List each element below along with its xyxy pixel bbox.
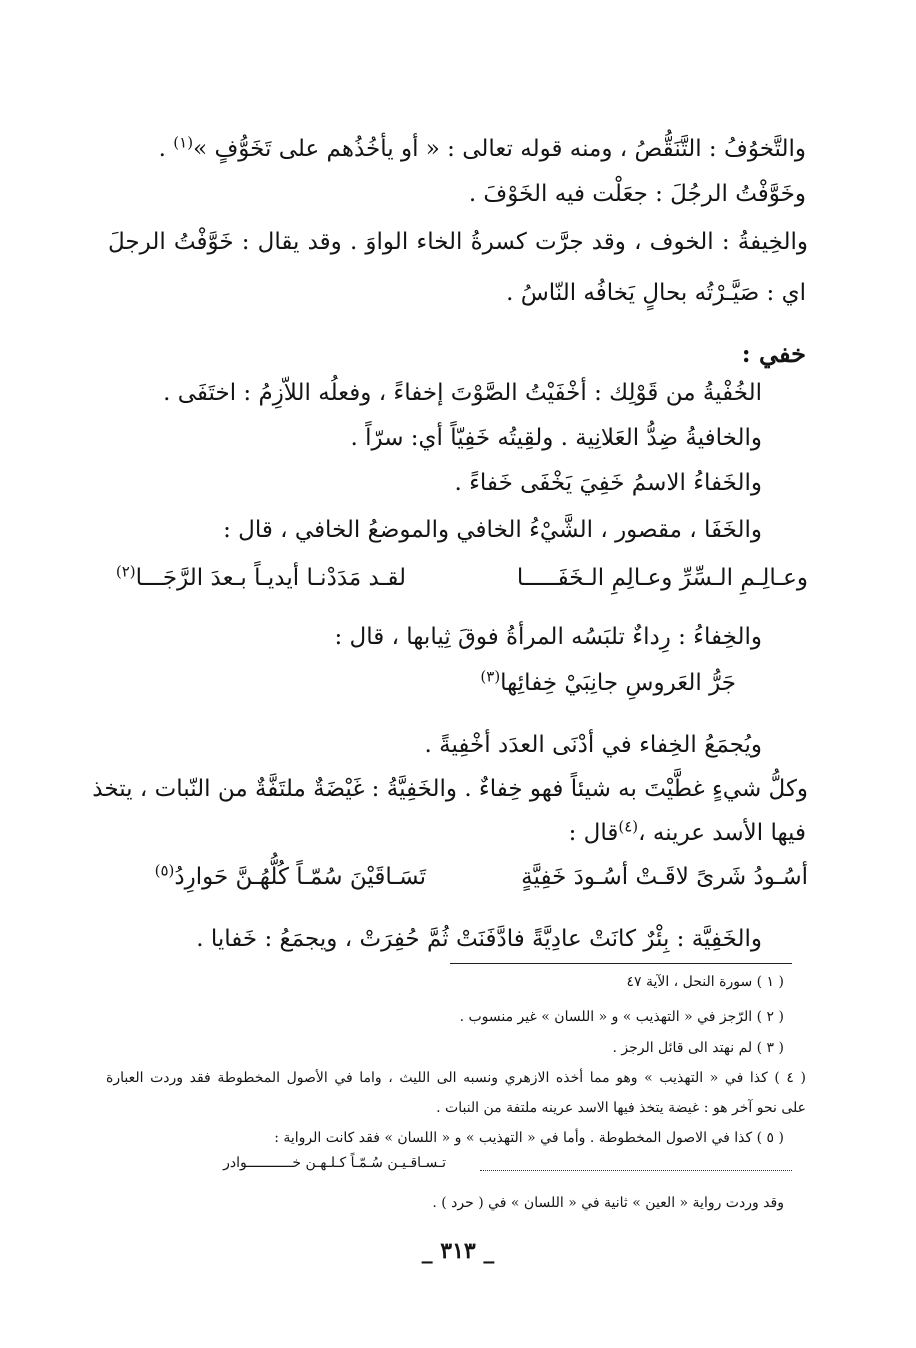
verse-1-first-hemistich: وعـالِـمِ الـسِّرِّ وعـالِمِ الـخَفَـــــا [516,565,808,591]
footnote-3: ( ٣ ) لم نهتد الى قائل الرجز . [612,1040,784,1056]
page-number: _ ٣١٣ _ [421,1238,495,1264]
footnote-1: ( ١ ) سورة النحل ، الآية ٤٧ [626,974,784,990]
text-line-14: والخَفِيَّة : بِئْرٌ كانَتْ عادِيَّةً فادَّفَنَتْ ثُمَّ حُفِرَتْ ، ويجمَعُ : خَفايا . [196,926,762,952]
line-10-text: جَرُّ العَروسِ جانِبَيْ خِفائِها [500,670,736,696]
footnote-ref-3[interactable]: (٣) [480,667,501,686]
verse-2-second-text: تَسَـاقَيْنَ سُمّـاً كُلُّهُـنَّ حَوارِدُ [174,864,426,890]
entry-heading: خفي : [741,339,806,368]
text-line-5: الخُفْيةُ من قَوْلِك : أخْفَيْتُ الصَّوْتَ إخفاءً ، وفعلُه اللاّزِمُ : اختَفَى . [163,380,762,406]
text-line-9: والخِفاءُ : رِداءٌ تلبَسُه المرأةُ فوقَ ثِيابها ، قال : [334,624,762,650]
text-line-3: والخِيفةُ : الخوف ، وقد جرَّت كسرةُ الخاء الواوَ . وقد يقال : خَوَّفْتُ الرجلَ [108,229,808,255]
text-line-1 [106,134,806,164]
text-line-8: والخَفَا ، مقصور ، الشَّيْءُ الخافي والموضعُ الخافي ، قال : [223,517,762,543]
verse-2-second-hemistich [155,862,426,892]
line-1-end: . [158,136,174,162]
footnote-5-line-1: ( ٥ ) كذا في الاصول المخطوطة . وأما في « التهذيب » و « اللسان » فقد كانت الرواية : [274,1130,784,1146]
footnote-2: ( ٢ ) الرّجز في « التهذيب » و « اللسان » غير منسوب . [459,1009,784,1025]
verse-1-second-hemistich [116,563,406,593]
footnote-ref-5[interactable]: (٥) [154,861,175,880]
text-line-4: اي : صَيَّـرْتُه بحالٍ يَخافُه النّاسُ . [506,280,806,306]
footnote-ref-1[interactable]: (١) [173,133,194,152]
line-13-end: قال : [568,820,619,846]
line-13-text: فيها الأسد عرينه ، [638,820,806,846]
footnote-4-line-2: على نحو آخر هو : غيضة يتخذ فيها الاسد عرينه ملتفة من النبات . [436,1100,806,1116]
footnote-separator [450,963,792,964]
footnote-5-line-2: وقد وردت رواية « العين » ثانية في « اللسان » في ( حرد ) . [432,1195,784,1211]
text-line-13 [106,818,806,848]
footnote-4-line-1: ( ٤ ) كذا في « التهذيب » وهو مما أخذه الازهري ونسبه الى الليث ، واما في الأصول المخطوطة فقد وردت العبارة [106,1070,806,1086]
text-line-11: ويُجمَعُ الخِفاء في أدْنَى العدَد أخْفِيةً . [424,732,762,758]
footnote-ref-4[interactable]: (٤) [618,817,639,836]
text-line-2: وخَوَّفْتُ الرجُلَ : جعَلْت فيه الخَوْفَ . [468,181,806,207]
verse-2-first-hemistich: أسُـودُ شَرىً لاقَـتْ أسُـودَ خَفِيَّةٍ [521,864,808,890]
text-line-10 [106,668,736,698]
verse-1-second-text: لقـد مَدَدْنـا أيديـاً بـعدَ الرَّجَـــا [135,565,406,591]
text-line-6: والخافيةُ ضِدُّ العَلانِية . ولقِيتُه خَفِيّاً أي: سرّاً . [350,425,762,451]
text-line-7: والخَفاءُ الاسمُ خَفِيَ يَخْفَى خَفاءً . [454,470,762,496]
footnote-5-verse: تـسـاقـيـن سُـمّـاً كـلـهـن خـــــــــــوادر [223,1155,446,1171]
footnote-ref-2[interactable]: (٢) [115,562,136,581]
text-line-12: وكلُّ شيءٍ غطَّيْتَ به شيئاً فهو خِفاءٌ . والخَفِيَّةُ : غَيْضَةٌ ملتَفَّةٌ من النّبات ، يتخذ [92,776,808,802]
footnote-dotted-leader [480,1170,792,1171]
line-1-text: والتَّخوُفُ : التَّنَقُّصُ ، ومنه قوله تعالى : « أو يأخُذُهم على تَخَوُّفٍ » [193,136,806,162]
